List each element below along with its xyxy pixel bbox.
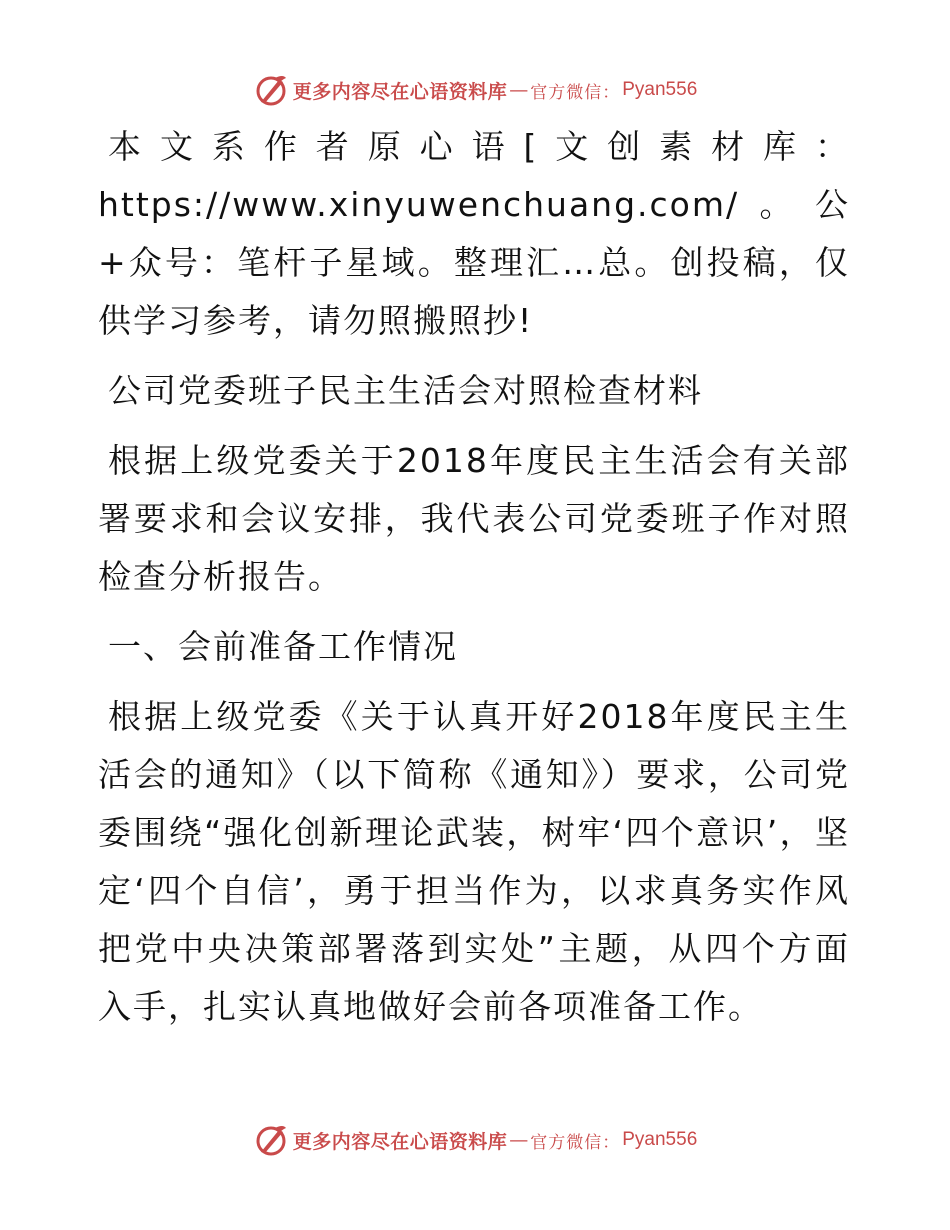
body-paragraph: 根据上级党委关于2018年度民主生活会有关部署要求和会议安排，我代表公司党委班子作对照检查分析报告。	[98, 441, 850, 596]
banner-title: 更多内容尽在心语资料库	[292, 1130, 508, 1153]
banner-wechat-label: 官方微信：	[530, 1132, 621, 1153]
quill-pen-logo-icon	[253, 72, 289, 108]
quill-pen-logo-icon	[253, 1122, 289, 1158]
banner-wechat-label: 官方微信：	[530, 82, 621, 103]
banner-wechat-id: Pyan556	[622, 79, 698, 100]
banner-dash: —	[509, 79, 529, 101]
banner-wechat-id: Pyan556	[622, 1129, 698, 1150]
document-body	[98, 118, 850, 1048]
banner-dash: —	[509, 1129, 529, 1151]
header-banner	[0, 70, 950, 110]
section-heading: 一、会前准备工作情况	[108, 627, 458, 666]
intro-paragraph: 本文系作者原心语[文创素材库：https://www.xinyuwenchuang.com/。公+众号：笔杆子星域。整理汇…总。创投稿，仅供学习参考，请勿照搬照抄!	[98, 127, 850, 340]
body-paragraph: 根据上级党委《关于认真开好2018年度民主生活会的通知》（以下简称《通知》）要求，公司党委围绕“强化创新理论武装，树牢‘四个意识’，坚定‘四个自信’，勇于担当作为，以求真务实作风把党中央决策部署落到实处”主题，从四个方面入手，扎实认真地做好会前各项准备工作。	[98, 697, 850, 1026]
document-title: 公司党委班子民主生活会对照检查材料	[108, 371, 703, 410]
footer-banner	[0, 1120, 950, 1160]
banner-title: 更多内容尽在心语资料库	[292, 80, 508, 103]
